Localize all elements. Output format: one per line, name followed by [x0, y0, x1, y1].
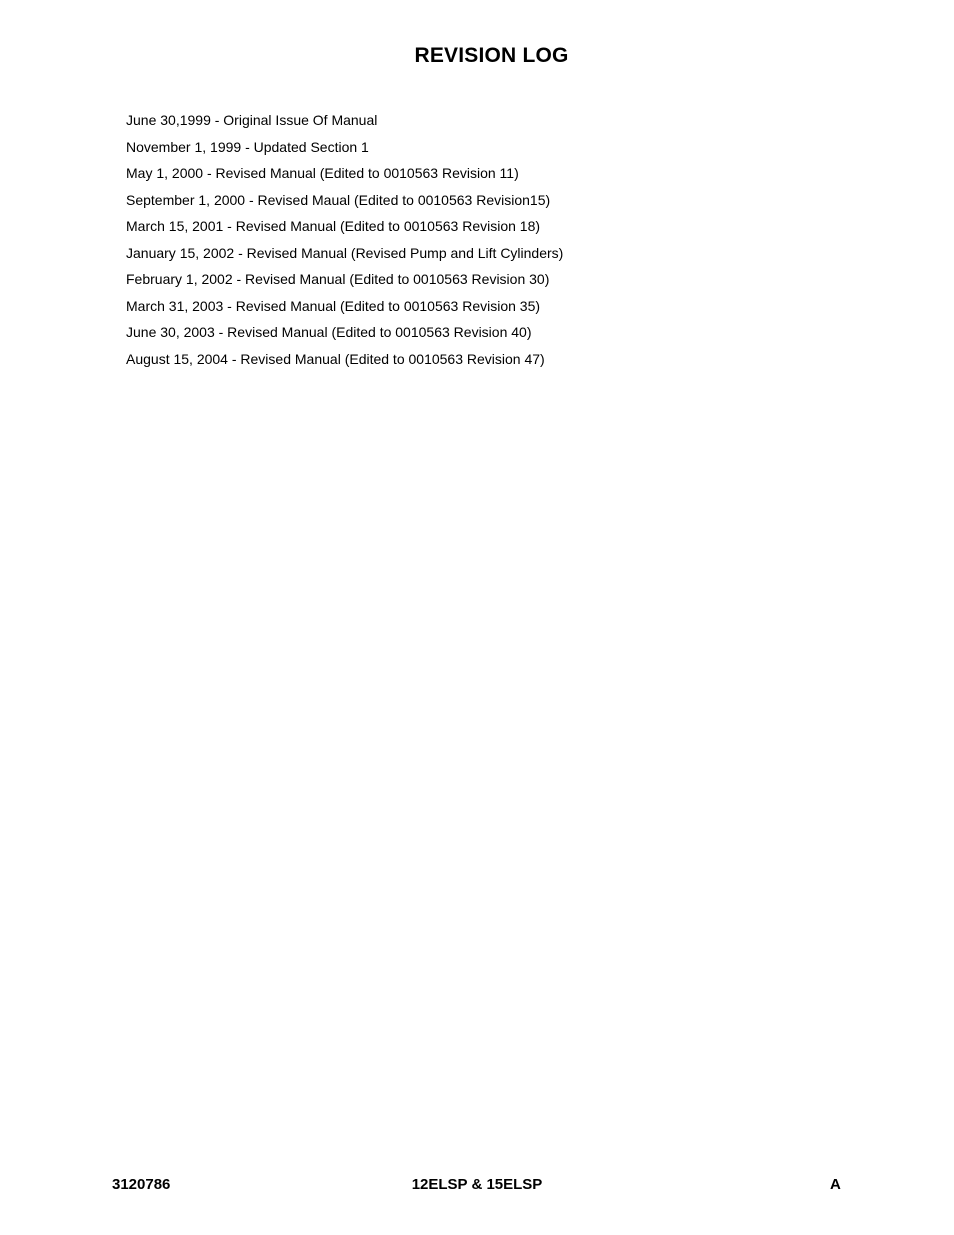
revision-entry: November 1, 1999 - Updated Section 1 — [126, 138, 369, 155]
revision-entry: June 30, 2003 - Revised Manual (Edited to 0010563 Revision 40) — [126, 324, 532, 340]
footer-page-letter: A — [830, 1176, 841, 1193]
footer-model: 12ELSP & 15ELSP — [411, 1176, 543, 1193]
page-footer — [0, 1176, 954, 1196]
revision-entry: June 30,1999 - Original Issue Of Manual — [126, 112, 378, 128]
revision-entry: March 31, 2003 - Revised Manual (Edited to 0010563 Revision 35) — [126, 297, 541, 314]
revision-entry: February 1, 2002 - Revised Manual (Edited to 0010563 Revision 30) — [126, 271, 550, 287]
revision-entry: January 15, 2002 - Revised Manual (Revised Pump and Lift Cylinders) — [126, 244, 564, 261]
revision-list — [126, 107, 563, 372]
revision-entry: September 1, 2000 - Revised Maual (Edited to 0010563 Revision15) — [126, 191, 551, 208]
revision-entry: May 1, 2000 - Revised Manual (Edited to 0010563 Revision 11) — [126, 165, 519, 181]
revision-entry: August 15, 2004 - Revised Manual (Edited to 0010563 Revision 47) — [126, 350, 545, 367]
page-title: REVISION LOG — [414, 44, 569, 67]
revision-entry: March 15, 2001 - Revised Manual (Edited to 0010563 Revision 18) — [126, 218, 541, 234]
footer-part-number: 3120786 — [112, 1176, 171, 1193]
